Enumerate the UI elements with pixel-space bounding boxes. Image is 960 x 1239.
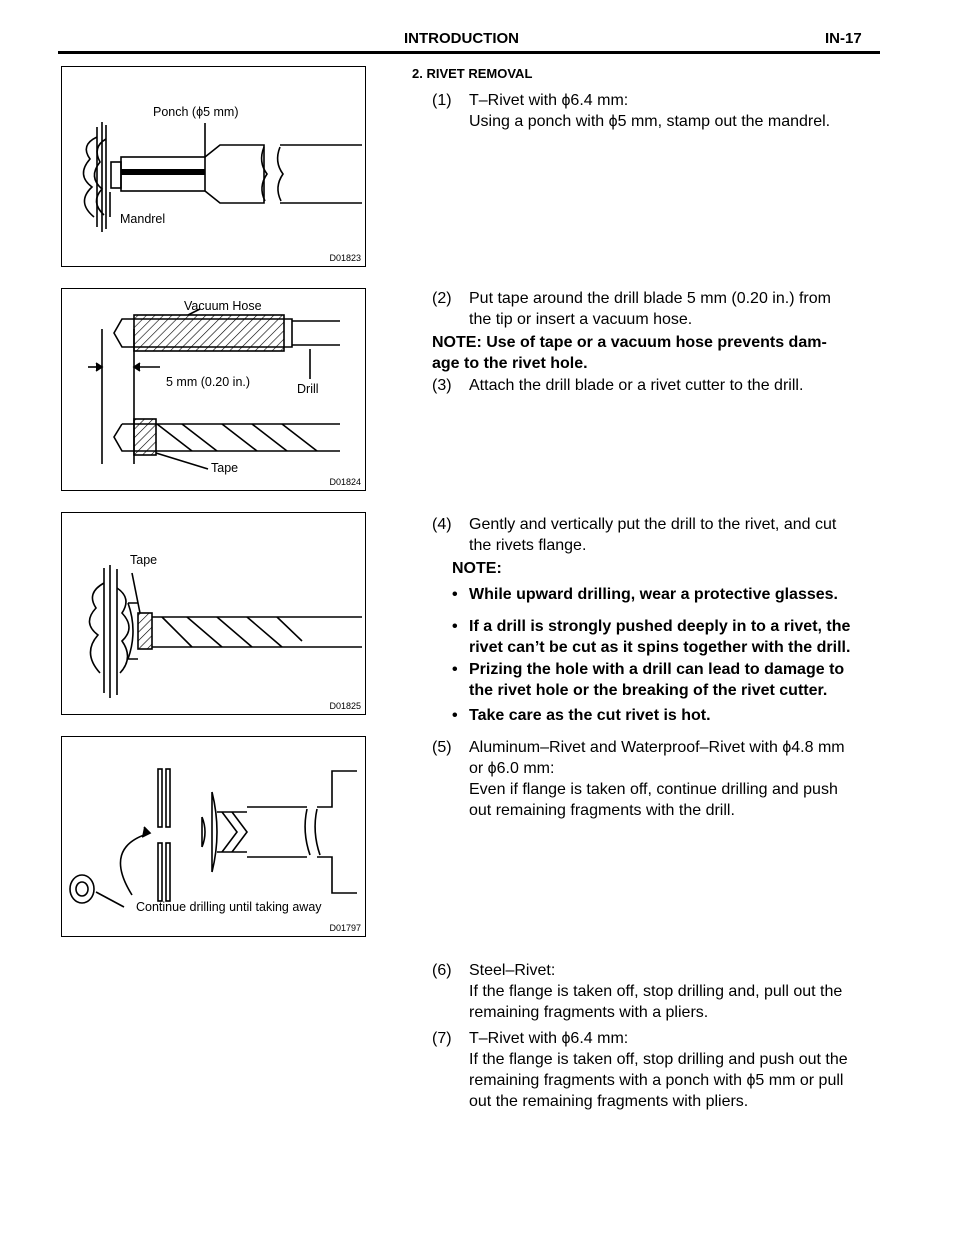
step-text-line: Steel–Rivet: bbox=[469, 962, 556, 979]
bullet-dot: • bbox=[452, 707, 458, 724]
bullet-dot: • bbox=[452, 618, 458, 635]
figure-d01823 bbox=[61, 66, 366, 267]
step-text-line: Gently and vertically put the drill to the rivet, and cut bbox=[469, 516, 837, 533]
step-number: (4) bbox=[432, 516, 452, 533]
bullet-line: Prizing the hole with a drill can lead to damage to bbox=[469, 661, 845, 678]
figure-code: D01825 bbox=[329, 701, 361, 711]
step-text-line: out the remaining fragments with pliers. bbox=[469, 1093, 749, 1110]
step-text-line: Using a ponch with ϕ5 mm, stamp out the mandrel. bbox=[469, 113, 831, 130]
step-text-line: remaining fragments with a pliers. bbox=[469, 1004, 709, 1021]
drill-rivet-illustration bbox=[62, 513, 365, 714]
step-number: (2) bbox=[432, 290, 452, 307]
section-heading: 2. RIVET REMOVAL bbox=[412, 66, 533, 81]
bullet-dot: • bbox=[452, 586, 458, 603]
step-text-line: Put tape around the drill blade 5 mm (0.20 in.) from bbox=[469, 290, 831, 307]
step-text-line: or ϕ6.0 mm: bbox=[469, 760, 555, 777]
drill-label: Drill bbox=[297, 382, 319, 396]
note-line: NOTE: Use of tape or a vacuum hose prevents dam- bbox=[432, 334, 827, 351]
note-tape bbox=[432, 332, 827, 374]
bullet-line: rivet can’t be cut as it spins together with the drill. bbox=[469, 639, 851, 656]
step-text-line: T–Rivet with ϕ6.4 mm: bbox=[469, 1030, 629, 1047]
tape-label: Tape bbox=[130, 553, 158, 567]
step-text-line: Attach the drill blade or a rivet cutter to the drill. bbox=[469, 377, 804, 394]
bullet-dot: • bbox=[452, 661, 458, 678]
bullet-line: Take care as the cut rivet is hot. bbox=[469, 707, 711, 724]
step-text-line: out remaining fragments with the drill. bbox=[469, 802, 735, 819]
step-number: (1) bbox=[432, 92, 452, 109]
tape-label: Tape bbox=[211, 461, 239, 475]
bullet-line: the rivet hole or the breaking of the rivet cutter. bbox=[469, 682, 828, 699]
step-text-line: Even if flange is taken off, continue drilling and push bbox=[469, 781, 838, 798]
dimension-label: 5 mm (0.20 in.) bbox=[166, 375, 251, 389]
step-text-line: remaining fragments with a ponch with ϕ5 mm or pull bbox=[469, 1072, 844, 1089]
step-number: (3) bbox=[432, 377, 452, 394]
ponch-label: Ponch (ϕ5 mm) bbox=[153, 105, 239, 119]
bullet-line: If a drill is strongly pushed deeply in to a rivet, the bbox=[469, 618, 851, 635]
figure-code: D01823 bbox=[329, 253, 361, 263]
figure-d01825 bbox=[61, 512, 366, 715]
bullet-line: While upward drilling, wear a protective glasses. bbox=[469, 586, 838, 603]
step-text-line: Aluminum–Rivet and Waterproof–Rivet with ϕ4.8 mm bbox=[469, 739, 845, 756]
step-text-line: the tip or insert a vacuum hose. bbox=[469, 311, 693, 328]
note-label: NOTE: bbox=[452, 560, 502, 577]
step-text-line: the rivets flange. bbox=[469, 537, 587, 554]
page-number: IN-17 bbox=[825, 30, 862, 47]
continue-drilling-label: Continue drilling until taking away bbox=[136, 900, 322, 914]
page-header-title: INTRODUCTION bbox=[404, 30, 519, 47]
step-text-line: If the flange is taken off, stop drilling and, pull out the bbox=[469, 983, 843, 1000]
figure-code: D01797 bbox=[329, 923, 361, 933]
step-number: (6) bbox=[432, 962, 452, 979]
figure-d01824 bbox=[61, 288, 366, 491]
header-rule bbox=[58, 51, 880, 54]
step-text-line: If the flange is taken off, stop drilling and push out the bbox=[469, 1051, 848, 1068]
figure-d01797 bbox=[61, 736, 366, 937]
vacuum-hose-label: Vacuum Hose bbox=[184, 299, 262, 313]
mandrel-label: Mandrel bbox=[120, 212, 166, 226]
note-line: age to the rivet hole. bbox=[432, 355, 588, 372]
drill-tape-illustration bbox=[62, 289, 365, 490]
step-number: (5) bbox=[432, 739, 452, 756]
step-text-line: T–Rivet with ϕ6.4 mm: bbox=[469, 92, 629, 109]
rivet-ponch-illustration bbox=[62, 67, 365, 266]
step-number: (7) bbox=[432, 1030, 452, 1047]
figure-code: D01824 bbox=[329, 477, 361, 487]
